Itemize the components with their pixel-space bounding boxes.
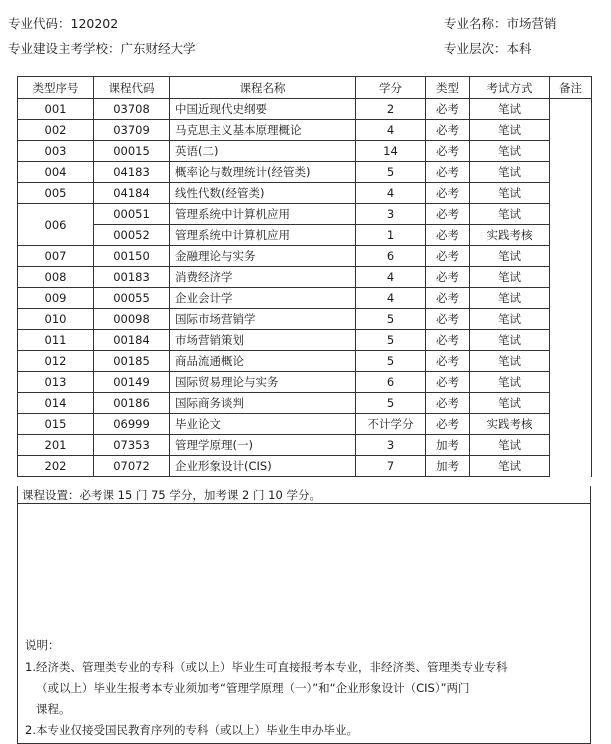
cell-seq: 014 [18,393,94,414]
cell-code: 00183 [94,267,170,288]
cell-name: 线性代数(经管类) [170,183,356,204]
table-header-row [18,77,592,99]
cell-name: 管理学原理(一) [170,435,356,456]
cell-seq: 005 [18,183,94,204]
table-row [18,456,592,477]
cell-code: 00052 [94,225,170,246]
cell-name: 金融理论与实务 [170,246,356,267]
cell-exam: 笔试 [470,435,550,456]
cell-code: 04183 [94,162,170,183]
cell-type: 必考 [426,246,470,267]
cell-credit: 5 [356,351,426,372]
cell-exam: 笔试 [470,309,550,330]
cell-exam: 笔试 [470,267,550,288]
cell-code: 00055 [94,288,170,309]
col-header-exam: 考试方式 [470,77,550,99]
cell-name: 英语(二) [170,141,356,162]
remark-cell [550,99,592,477]
cell-credit: 5 [356,393,426,414]
col-header-type: 类型 [426,77,470,99]
cell-credit: 4 [356,267,426,288]
cell-code: 00185 [94,351,170,372]
cell-name: 国际贸易理论与实务 [170,372,356,393]
cell-exam: 实践考核 [470,225,550,246]
cell-seq: 008 [18,267,94,288]
cell-seq: 009 [18,288,94,309]
col-header-seq: 类型序号 [18,77,94,99]
table-row [18,183,592,204]
cell-exam: 笔试 [470,372,550,393]
cell-credit: 3 [356,204,426,225]
cell-credit: 5 [356,162,426,183]
cell-name: 管理系统中计算机应用 [170,204,356,225]
cell-type: 必考 [426,351,470,372]
cell-code: 06999 [94,414,170,435]
cell-exam: 笔试 [470,204,550,225]
cell-credit: 6 [356,246,426,267]
table-row [18,435,592,456]
cell-type: 必考 [426,372,470,393]
cell-credit: 5 [356,309,426,330]
cell-credit: 6 [356,372,426,393]
cell-name: 管理系统中计算机应用 [170,225,356,246]
major-name: 专业名称：市场营销 [444,16,557,31]
notes-section [17,504,591,744]
cell-code: 03708 [94,99,170,120]
table-row [18,120,592,141]
table-row [18,141,592,162]
major-code: 专业代码：120202 [8,16,119,31]
cell-name: 市场营销策划 [170,330,356,351]
cell-type: 必考 [426,120,470,141]
cell-exam: 笔试 [470,288,550,309]
table-row [18,204,592,225]
notes-title: 说明： [25,638,60,652]
cell-name: 商品流通概论 [170,351,356,372]
cell-name: 消费经济学 [170,267,356,288]
cell-exam: 笔试 [470,351,550,372]
col-header-name: 课程名称 [170,77,356,99]
course-table [17,76,592,477]
cell-exam: 笔试 [470,183,550,204]
cell-code: 00149 [94,372,170,393]
cell-credit: 1 [356,225,426,246]
cell-code: 00186 [94,393,170,414]
cell-exam: 实践考核 [470,414,550,435]
cell-credit: 4 [356,288,426,309]
cell-code: 03709 [94,120,170,141]
cell-seq: 006 [18,204,94,246]
cell-code: 00150 [94,246,170,267]
course-summary: 课程设置：必考课 15 门 75 学分，加考课 2 门 10 学分。 [17,486,591,504]
table-row [18,414,592,435]
table-row [18,309,592,330]
cell-type: 必考 [426,204,470,225]
cell-type: 必考 [426,288,470,309]
cell-type: 必考 [426,330,470,351]
cell-type: 必考 [426,183,470,204]
cell-type: 必考 [426,393,470,414]
table-row [18,288,592,309]
table-row [18,99,592,120]
cell-name: 企业形象设计(CIS) [170,456,356,477]
cell-seq: 004 [18,162,94,183]
cell-name: 概率论与数理统计(经管类) [170,162,356,183]
cell-credit: 不计学分 [356,414,426,435]
note-2: 2.本专业仅接受国民教育序列的专科（或以上）毕业生申办毕业。 [25,723,358,737]
table-row [18,225,592,246]
cell-type: 必考 [426,141,470,162]
cell-seq: 015 [18,414,94,435]
cell-type: 必考 [426,225,470,246]
cell-exam: 笔试 [470,120,550,141]
cell-seq: 201 [18,435,94,456]
host-school: 专业建设主考学校：广东财经大学 [8,41,196,56]
cell-type: 必考 [426,162,470,183]
cell-name: 国际市场营销学 [170,309,356,330]
table-row [18,267,592,288]
table-row [18,330,592,351]
cell-seq: 007 [18,246,94,267]
note-1-line-3: 课程。 [36,702,71,716]
cell-credit: 7 [356,456,426,477]
cell-name: 企业会计学 [170,288,356,309]
cell-name: 毕业论文 [170,414,356,435]
cell-seq: 011 [18,330,94,351]
table-row [18,372,592,393]
cell-type: 必考 [426,267,470,288]
cell-type: 必考 [426,99,470,120]
cell-type: 必考 [426,309,470,330]
cell-seq: 001 [18,99,94,120]
cell-code: 00184 [94,330,170,351]
major-level: 专业层次：本科 [444,41,532,56]
cell-code: 04184 [94,183,170,204]
note-1-line-1: 1.经济类、管理类专业的专科（或以上）毕业生可直接报考本专业，非经济类、管理类专业专科 [25,660,508,674]
cell-code: 00098 [94,309,170,330]
cell-name: 中国近现代史纲要 [170,99,356,120]
col-header-remark: 备注 [550,77,592,99]
cell-credit: 4 [356,120,426,141]
cell-seq: 003 [18,141,94,162]
cell-type: 加考 [426,435,470,456]
cell-seq: 010 [18,309,94,330]
cell-code: 00051 [94,204,170,225]
cell-exam: 笔试 [470,393,550,414]
cell-credit: 3 [356,435,426,456]
cell-code: 00015 [94,141,170,162]
table-row [18,162,592,183]
cell-seq: 012 [18,351,94,372]
cell-code: 07072 [94,456,170,477]
cell-seq: 002 [18,120,94,141]
cell-exam: 笔试 [470,99,550,120]
cell-name: 国际商务谈判 [170,393,356,414]
cell-type: 必考 [426,414,470,435]
cell-seq: 013 [18,372,94,393]
cell-credit: 4 [356,183,426,204]
cell-exam: 笔试 [470,456,550,477]
note-1-line-2: （或以上）毕业生报考本专业须加考“管理学原理（一）”和“企业形象设计（CIS）”两门 [36,681,470,695]
cell-credit: 2 [356,99,426,120]
cell-exam: 笔试 [470,141,550,162]
cell-name: 马克思主义基本原理概论 [170,120,356,141]
table-row [18,246,592,267]
cell-seq: 202 [18,456,94,477]
cell-code: 07353 [94,435,170,456]
col-header-code: 课程代码 [94,77,170,99]
cell-credit: 5 [356,330,426,351]
cell-exam: 笔试 [470,330,550,351]
cell-exam: 笔试 [470,162,550,183]
table-row [18,393,592,414]
cell-exam: 笔试 [470,246,550,267]
cell-credit: 14 [356,141,426,162]
table-row [18,351,592,372]
col-header-credit: 学分 [356,77,426,99]
cell-type: 加考 [426,456,470,477]
